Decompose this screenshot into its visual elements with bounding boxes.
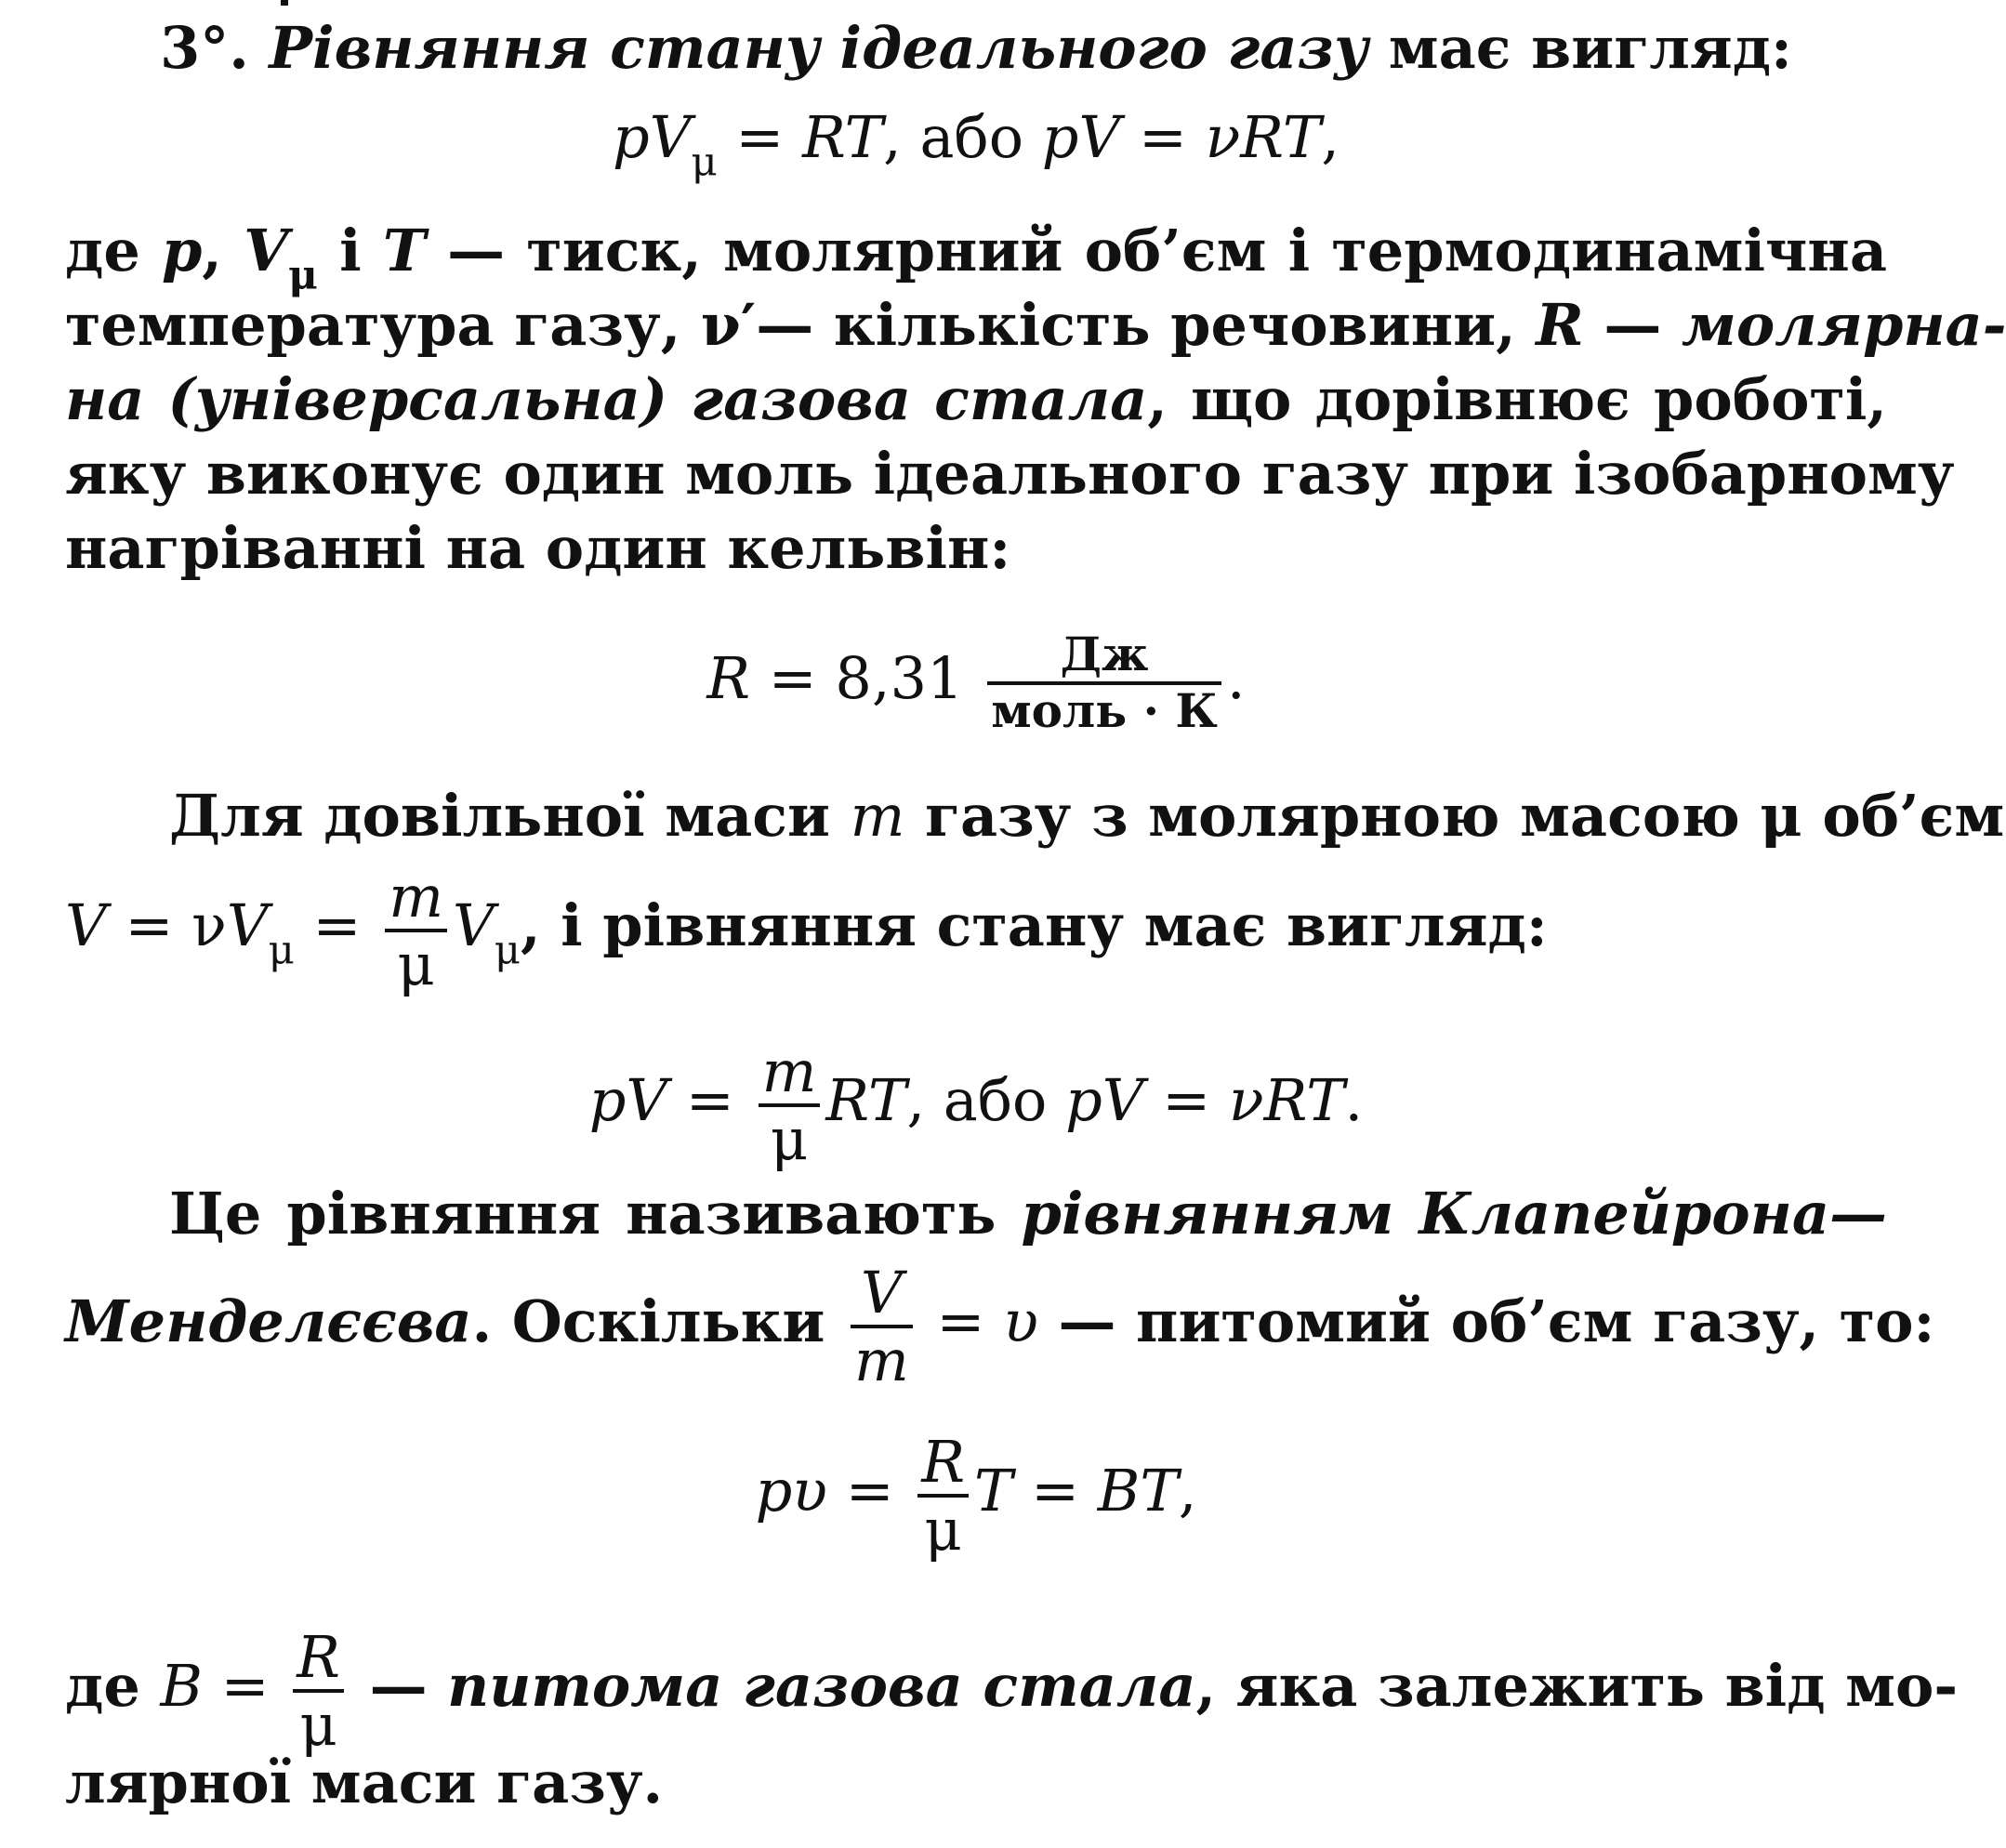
- eq3-den: μ: [759, 1103, 821, 1169]
- section-heading: [65, 13, 1887, 84]
- eq4-rest: T = BT: [974, 1457, 1179, 1525]
- equation-clapeyron: [65, 1037, 1887, 1174]
- para1-line2: [65, 290, 2006, 361]
- p3-text: Це рівняння називають: [169, 1180, 1022, 1247]
- p4-dash: —: [349, 1652, 448, 1721]
- eq3-eq: =: [667, 1066, 753, 1135]
- p4-tail: , яка залежить від мо-: [1195, 1652, 1959, 1721]
- p2-m: m: [850, 782, 905, 850]
- p1-l2-term: молярна-: [1681, 291, 2006, 359]
- p2-v2: V: [226, 891, 269, 960]
- p3-l2-tail: — питомий об’єм газу, то:: [1037, 1287, 1935, 1356]
- p1-tail: — тиск, молярний об’єм і термодинамічна: [425, 217, 1887, 284]
- p3-eq: =: [917, 1287, 1004, 1356]
- p2-den: μ: [385, 929, 447, 995]
- eq1-v: V: [649, 103, 692, 171]
- section-number: 3°.: [160, 14, 249, 82]
- eq4-lhs: pυ: [755, 1457, 827, 1525]
- eq2-unit-fraction: [987, 627, 1221, 738]
- p1-text: де: [65, 217, 162, 284]
- textbook-page: [65, 0, 2006, 1848]
- p3-l2-term: Менделєєва: [65, 1287, 472, 1356]
- p1-sub: μ: [288, 251, 318, 299]
- p2-sub: μ: [268, 927, 295, 974]
- p2-tail: газу з молярною масою μ об’єм: [904, 782, 2005, 850]
- eq1-sub: μ: [691, 139, 718, 186]
- p1-v: V: [244, 217, 289, 284]
- p3-v: υ: [1003, 1287, 1038, 1356]
- eq1-comma: ,: [1321, 103, 1340, 171]
- p1-l3-term: на (універсальна) газова стала: [65, 365, 1148, 433]
- eq1-rest: = RT: [717, 103, 884, 171]
- p2-v: V: [65, 891, 107, 960]
- p4-text: де: [65, 1652, 161, 1721]
- p2-fraction: [385, 863, 447, 999]
- eq4-num: R: [921, 1428, 966, 1496]
- p1-and: і: [317, 217, 383, 284]
- eq3-end: .: [1344, 1066, 1364, 1135]
- p2-l2-tail: , і рівняння стану має вигляд:: [520, 891, 1548, 960]
- p1-t: T: [382, 217, 426, 284]
- p2-v3: V: [453, 891, 495, 960]
- scan-mark: [281, 0, 288, 6]
- p2-num: m: [389, 863, 443, 931]
- eq4-eq: =: [826, 1457, 913, 1525]
- p1-l2-text: температура газу, ν′— кількість речовини,: [65, 291, 1537, 359]
- p4-den: μ: [293, 1689, 344, 1755]
- section-title: Рівняння стану ідеального газу: [269, 14, 1369, 82]
- para1-line4: яку виконує один моль ідеального газу при ізобарному: [65, 440, 1955, 508]
- eq2-den: моль · К: [987, 681, 1221, 736]
- para3-line1: [65, 1179, 1887, 1249]
- eq4-fraction: [917, 1428, 969, 1564]
- p3-l2-text: . Оскільки: [471, 1287, 846, 1356]
- eq3-rt: RT: [825, 1066, 907, 1135]
- equation-specific: [65, 1428, 1887, 1564]
- p4-num: R: [297, 1623, 340, 1691]
- eq3-num: m: [761, 1037, 817, 1105]
- para1-line3: [65, 364, 1887, 435]
- eq3-or: , або: [906, 1066, 1066, 1135]
- p4-b: B: [160, 1652, 203, 1721]
- eq1-right: pV = νRT: [1041, 103, 1322, 171]
- eq4-end: ,: [1178, 1457, 1197, 1525]
- p4-term: питома газова стала: [447, 1652, 1196, 1721]
- p4-fraction: [293, 1623, 344, 1760]
- p1-p: p: [161, 217, 203, 284]
- section-title-tail: має вигляд:: [1368, 14, 1792, 82]
- equation-gas-constant: [65, 623, 1887, 738]
- equation-state: [65, 102, 1887, 198]
- p1-l2-r: R: [1536, 291, 1584, 359]
- para1-line5: нагріванні на один кельвін:: [65, 514, 1011, 582]
- p2-eq2: =: [294, 891, 380, 960]
- eq2-value: = 8,31: [750, 644, 964, 712]
- p3-den: m: [851, 1325, 913, 1391]
- eq1-p: p: [613, 103, 650, 171]
- p1-l2-dash: —: [1583, 291, 1682, 359]
- p2-eq: = ν: [106, 891, 227, 960]
- eq4-den: μ: [917, 1494, 969, 1560]
- p2-sub2: μ: [494, 927, 521, 974]
- p3-term: рівнянням Клапейрона—: [1021, 1180, 1887, 1247]
- eq3-lhs: pV: [588, 1066, 668, 1135]
- eq3-rhs: pV = νRT: [1065, 1066, 1345, 1135]
- para4-line1: [65, 1623, 1959, 1760]
- eq1-or: , або: [883, 103, 1042, 171]
- para2-line1: [65, 781, 2005, 851]
- p1-l3-text: , що дорівнює роботі,: [1147, 365, 1887, 433]
- p3-num: V: [861, 1259, 903, 1327]
- eq2-end: .: [1226, 644, 1246, 712]
- p2-text: Для довільної маси: [169, 782, 851, 850]
- p1-comma: ,: [202, 217, 244, 284]
- eq3-fraction: [759, 1037, 821, 1174]
- para4-line2: лярної маси газу.: [65, 1749, 664, 1816]
- p3-fraction: [851, 1259, 913, 1395]
- para2-line2: [65, 863, 1887, 1007]
- p4-eq: =: [202, 1652, 288, 1721]
- eq2-num: Дж: [1060, 627, 1149, 682]
- para3-line2: [65, 1259, 1935, 1395]
- eq2-r: R: [706, 644, 751, 712]
